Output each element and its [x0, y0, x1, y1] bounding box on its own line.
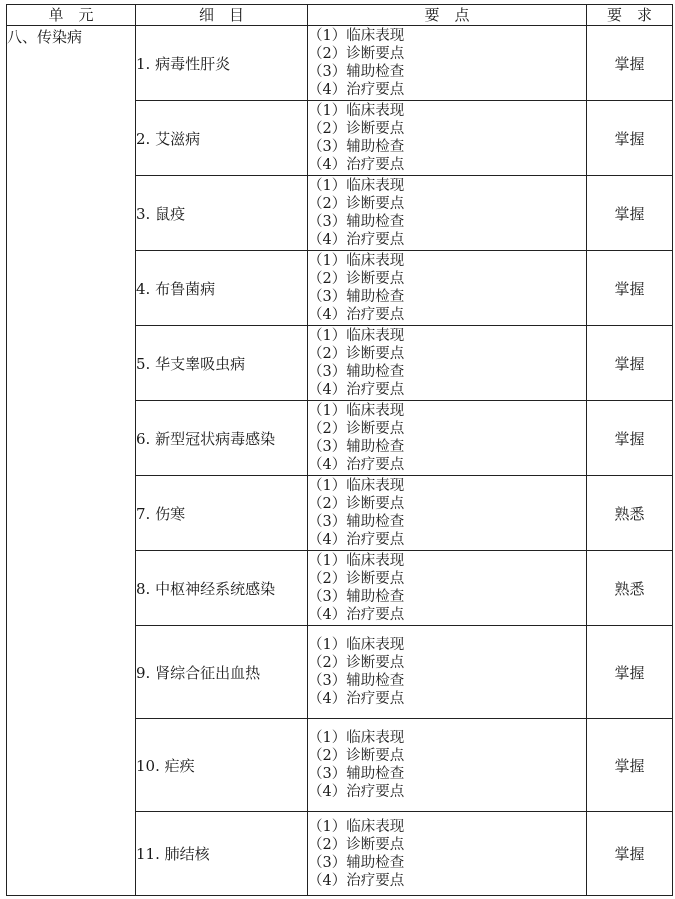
- requirement-cell: 掌握: [587, 719, 673, 812]
- points-cell: [308, 551, 587, 626]
- point-item: （1）临床表现: [308, 478, 405, 494]
- subject-cell: 8. 中枢神经系统感染: [136, 551, 308, 626]
- requirement-cell: 掌握: [587, 812, 673, 896]
- point-item: （2）诊断要点: [308, 196, 405, 212]
- subject-cell: 4. 布鲁菌病: [136, 251, 308, 326]
- unit-cell: 八、传染病: [7, 26, 136, 896]
- point-item: （3）辅助检查: [308, 364, 405, 380]
- point-item: （1）临床表现: [308, 328, 405, 344]
- point-item: （2）诊断要点: [308, 655, 405, 671]
- point-item: （1）临床表现: [308, 403, 405, 419]
- point-item: （1）临床表现: [308, 178, 405, 194]
- requirement-cell: 熟悉: [587, 476, 673, 551]
- point-item: （3）辅助检查: [308, 589, 405, 605]
- point-item: （4）治疗要点: [308, 872, 405, 889]
- table-body: [7, 26, 673, 896]
- points-cell: [308, 719, 587, 812]
- point-item: （1）临床表现: [308, 253, 405, 269]
- point-item: （4）治疗要点: [308, 691, 405, 707]
- point-item: （4）治疗要点: [308, 157, 405, 173]
- points-cell: [308, 401, 587, 476]
- point-item: （4）治疗要点: [308, 607, 405, 623]
- header-row: [7, 5, 673, 26]
- point-item: （3）辅助检查: [308, 673, 405, 689]
- point-item: （1）临床表现: [308, 28, 405, 44]
- subject-cell: 3. 鼠疫: [136, 176, 308, 251]
- subject-cell: 10. 疟疾: [136, 719, 308, 812]
- syllabus-table: [6, 4, 673, 896]
- requirement-cell: 掌握: [587, 626, 673, 719]
- header-requirement: 要 求: [587, 5, 673, 26]
- points-cell: [308, 476, 587, 551]
- point-item: （1）临床表现: [308, 818, 405, 835]
- point-item: （3）辅助检查: [308, 64, 405, 80]
- point-item: （2）诊断要点: [308, 571, 405, 587]
- requirement-cell: 掌握: [587, 326, 673, 401]
- points-cell: [308, 26, 587, 101]
- requirement-cell: 掌握: [587, 251, 673, 326]
- subject-cell: 7. 伤寒: [136, 476, 308, 551]
- points-cell: [308, 626, 587, 719]
- point-item: （2）诊断要点: [308, 421, 405, 437]
- points-cell: [308, 176, 587, 251]
- subject-cell: 2. 艾滋病: [136, 101, 308, 176]
- point-item: （2）诊断要点: [308, 346, 405, 362]
- point-item: （4）治疗要点: [308, 457, 405, 473]
- subject-cell: 9. 肾综合征出血热: [136, 626, 308, 719]
- subject-cell: 1. 病毒性肝炎: [136, 26, 308, 101]
- points-cell: [308, 812, 587, 896]
- point-item: （4）治疗要点: [308, 532, 405, 548]
- points-cell: [308, 326, 587, 401]
- point-item: （4）治疗要点: [308, 307, 405, 323]
- requirement-cell: 掌握: [587, 26, 673, 101]
- point-item: （2）诊断要点: [308, 271, 405, 287]
- points-cell: [308, 251, 587, 326]
- point-item: （2）诊断要点: [308, 748, 405, 764]
- point-item: （3）辅助检查: [308, 514, 405, 530]
- point-item: （3）辅助检查: [308, 289, 405, 305]
- point-item: （4）治疗要点: [308, 232, 405, 248]
- point-item: （4）治疗要点: [308, 82, 405, 98]
- point-item: （3）辅助检查: [308, 139, 405, 155]
- point-item: （1）临床表现: [308, 730, 405, 746]
- point-item: （3）辅助检查: [308, 766, 405, 782]
- points-cell: [308, 101, 587, 176]
- subject-cell: 11. 肺结核: [136, 812, 308, 896]
- point-item: （4）治疗要点: [308, 382, 405, 398]
- header-subject: 细 目: [136, 5, 308, 26]
- requirement-cell: 掌握: [587, 401, 673, 476]
- subject-cell: 5. 华支睾吸虫病: [136, 326, 308, 401]
- requirement-cell: 熟悉: [587, 551, 673, 626]
- point-item: （2）诊断要点: [308, 496, 405, 512]
- table-row: [7, 26, 673, 101]
- header-points: 要 点: [308, 5, 587, 26]
- point-item: （2）诊断要点: [308, 121, 405, 137]
- requirement-cell: 掌握: [587, 101, 673, 176]
- point-item: （1）临床表现: [308, 103, 405, 119]
- point-item: （3）辅助检查: [308, 439, 405, 455]
- requirement-cell: 掌握: [587, 176, 673, 251]
- point-item: （2）诊断要点: [308, 46, 405, 62]
- point-item: （1）临床表现: [308, 637, 405, 653]
- point-item: （2）诊断要点: [308, 836, 405, 853]
- point-item: （4）治疗要点: [308, 784, 405, 800]
- point-item: （1）临床表现: [308, 553, 405, 569]
- subject-cell: 6. 新型冠状病毒感染: [136, 401, 308, 476]
- point-item: （3）辅助检查: [308, 214, 405, 230]
- point-item: （3）辅助检查: [308, 854, 405, 871]
- header-unit: 单 元: [7, 5, 136, 26]
